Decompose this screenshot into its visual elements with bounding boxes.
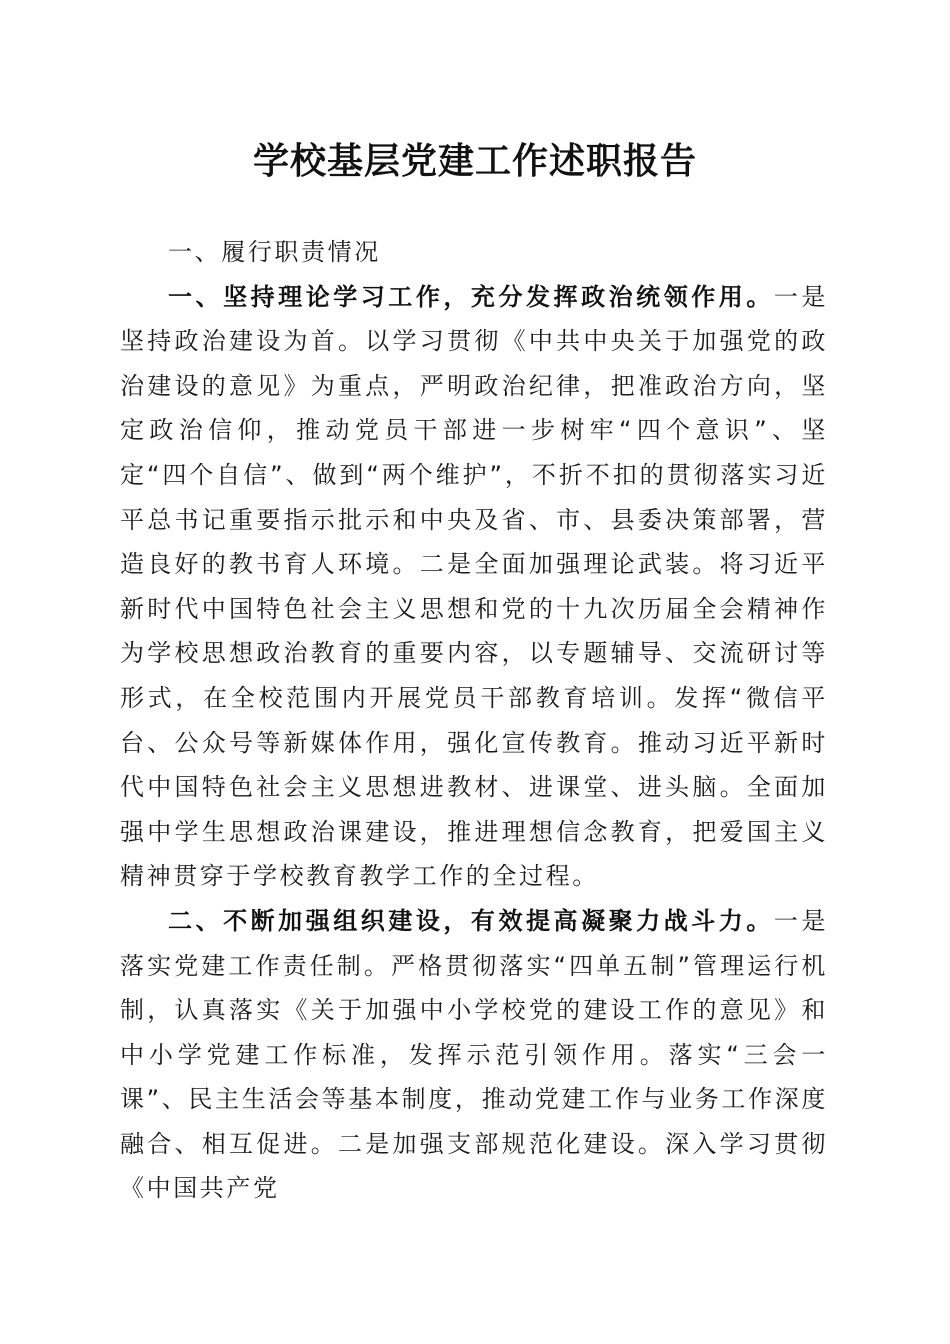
document-title: 学校基层党建工作述职报告 <box>252 140 697 182</box>
paragraph-1-text: 一是坚持政治建设为首。以学习贯彻《中共中央关于加强党的政治建设的意见》为重点，严明政治纪律，把准政治方向，坚定政治信仰，推动党员干部进一步树牢“四个意识”、坚定“四个自信”、做到“两个维护”，不折不扣的贯彻落实习近平总书记重要指示批示和中央及省、市、县委决策部署，营造良好的教书育人环境。二是全面加强理论武装。将习近平新时代中国特色社会主义思想和党的十九次历届全会精神作为学校思想政治教育的重要内容，以专题辅导、交流研讨等形式，在全校范围内开展党员干部教育培训。发挥“微信平台、公众号等新媒体作用，强化宣传教育。推动习近平新时代中国特色社会主义思想进教材、进课堂、进头脑。全面加强中学生思想政治课建设，推进理想信念教育，把爱国主义精神贯穿于学校教育教学工作的全过程。 <box>120 282 828 891</box>
paragraph-2 <box>120 899 828 1211</box>
paragraph-2-lead: 二、不断加强组织建设，有效提高凝聚力战斗力。 <box>168 906 774 935</box>
section-heading: 一、履行职责情况 <box>168 238 381 266</box>
paragraph-1-lead: 一、坚持理论学习工作，充分发挥政治统领作用。 <box>168 282 774 311</box>
paragraph-2-text: 一是落实党建工作责任制。严格贯彻落实“四单五制”管理运行机制，认真落实《关于加强中小学校党的建设工作的意见》和中小学党建工作标准，发挥示范引领作用。落实“三会一课”、民主生活会等基本制度，推动党建工作与业务工作深度融合、相互促进。二是加强支部规范化建设。深入学习贯彻《中国共产党 <box>120 906 828 1203</box>
paragraph-1 <box>120 275 828 899</box>
document-body <box>120 230 828 1211</box>
